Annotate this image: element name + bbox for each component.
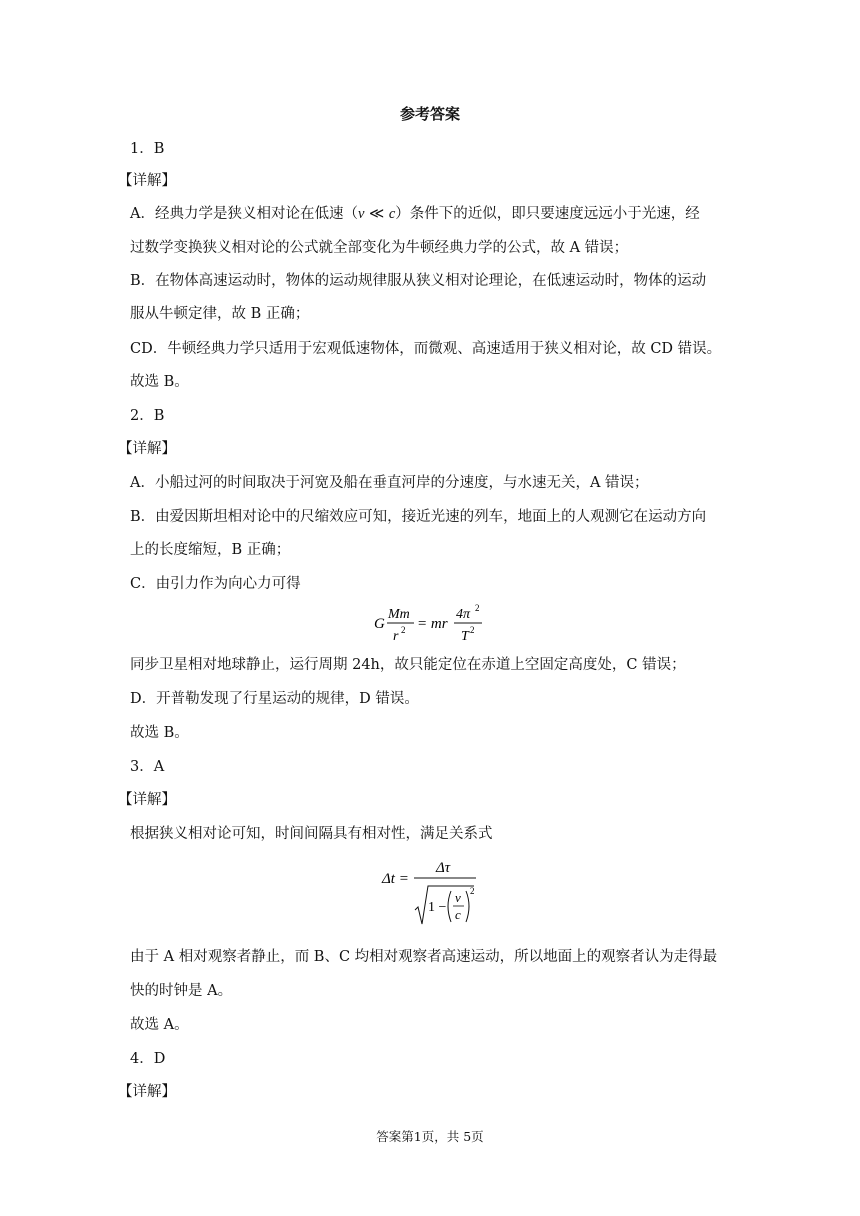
q4-detail-heading: 【详解】 <box>118 1084 176 1100</box>
q2-option-a: A．小船过河的时间取决于河宽及船在垂直河岸的分速度，与水速无关，A 错误； <box>130 475 649 491</box>
eq-exp: 2 <box>470 886 475 896</box>
q1-detail-heading: 【详解】 <box>118 173 176 189</box>
page-footer: 答案第1页，共 5页 <box>376 1129 484 1144</box>
eq-v: v <box>455 890 461 905</box>
eq-t: T <box>461 629 469 644</box>
q1-a-v: v <box>357 206 365 222</box>
gravity-equation <box>372 600 492 646</box>
q4-answer: 4．D <box>130 1051 166 1067</box>
q1-a-c: c <box>388 206 396 222</box>
q2-option-c-after: 同步卫星相对地球静止，运行周期 24h，故只能定位在赤道上空固定高度处，C 错误； <box>130 657 686 673</box>
eq-4pi: 4π <box>456 607 471 622</box>
q3-explain-line1: 由于 A 相对观察者静止，而 B、C 均相对观察者高速运动，所以地面上的观察者认为走得最 <box>130 949 718 965</box>
eq-equal-mr: = mr <box>417 616 448 632</box>
q1-a-pre: A．经典力学是狭义相对论在低速（ <box>130 206 358 222</box>
q2-option-b-line1: B．由爱因斯坦相对论中的尺缩效应可知，接近光速的列车，地面上的人观测它在运动方向 <box>130 509 707 525</box>
q2-answer: 2．B <box>130 408 165 424</box>
q3-intro: 根据狭义相对论可知，时间间隔具有相对性，满足关系式 <box>130 826 493 842</box>
q1-option-b-line1: B．在物体高速运动时，物体的运动规律服从狭义相对论理论，在低速运动时，物体的运动 <box>130 273 707 289</box>
eq-g: G <box>374 616 385 632</box>
eq-4pi-exp: 2 <box>475 603 480 613</box>
q1-conclusion: 故选 B。 <box>130 374 189 390</box>
eq-t-exp: 2 <box>470 625 475 635</box>
eq-r-exp: 2 <box>401 625 406 635</box>
q1-option-a-line1 <box>130 202 700 223</box>
eq-lhs: Δt = <box>382 871 409 887</box>
q2-conclusion: 故选 B。 <box>130 725 189 741</box>
q1-answer: 1．B <box>130 141 165 157</box>
q1-option-cd: CD．牛顿经典力学只适用于宏观低速物体，而微观、高速适用于狭义相对论，故 CD 错误。 <box>130 341 722 357</box>
q3-detail-heading: 【详解】 <box>118 792 176 808</box>
q1-option-b-line2: 服从牛顿定律，故 B 正确； <box>130 306 310 322</box>
eq-mm: Mm <box>388 607 410 622</box>
q1-a-post: ）条件下的近似，即只要速度远远小于光速，经 <box>395 206 700 222</box>
q3-explain-line2: 快的时钟是 A。 <box>130 983 233 999</box>
q3-conclusion: 故选 A。 <box>130 1017 189 1033</box>
eq-dtau: Δτ <box>436 860 451 876</box>
eq-r: r <box>393 629 399 644</box>
time-dilation-equation <box>380 850 480 930</box>
q2-option-c-intro: C．由引力作为向心力可得 <box>130 576 301 592</box>
eq-c: c <box>455 907 461 922</box>
q2-option-b-line2: 上的长度缩短，B 正确； <box>130 542 291 558</box>
eq-one-minus: 1 − <box>428 900 447 915</box>
q1-a-ll: ≪ <box>369 206 385 222</box>
q2-option-d: D．开普勒发现了行星运动的规律，D 错误。 <box>130 691 419 707</box>
page-title: 参考答案 <box>399 105 460 123</box>
q3-answer: 3．A <box>130 759 165 775</box>
q2-detail-heading: 【详解】 <box>118 441 176 457</box>
q1-option-a-line2: 过数学变换狭义相对论的公式就全部变化为牛顿经典力学的公式，故 A 错误； <box>130 240 629 256</box>
